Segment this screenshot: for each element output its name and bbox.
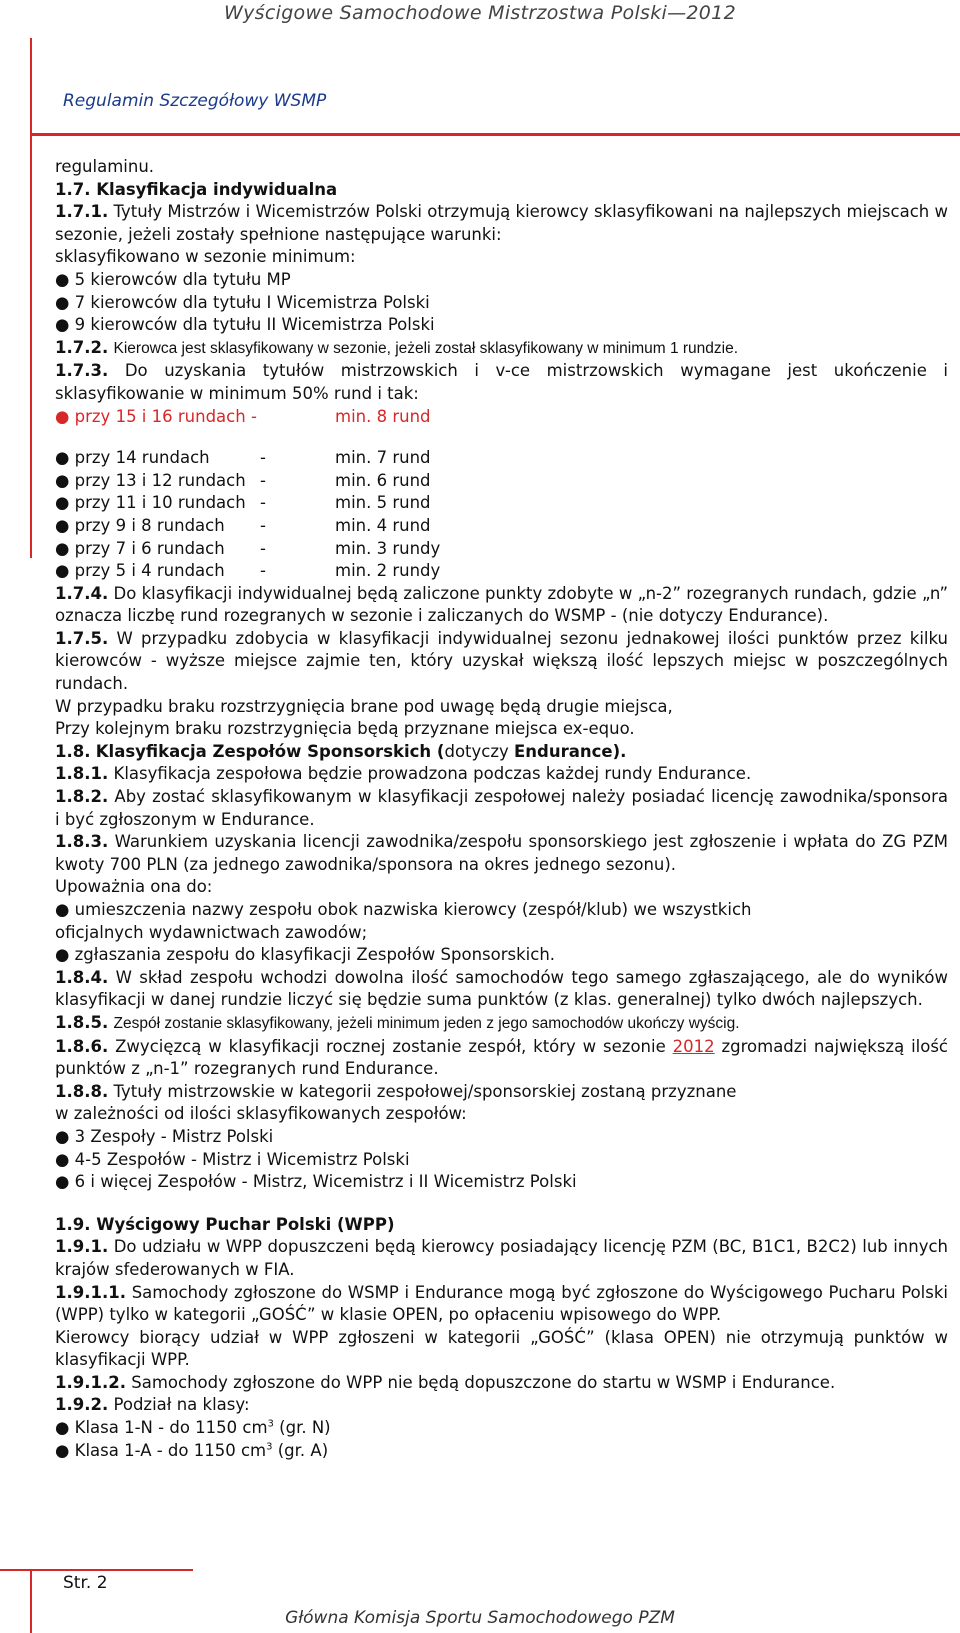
list-item: ● 5 kierowców dla tytułu MP bbox=[55, 269, 291, 289]
paragraph-1-7-4 bbox=[55, 583, 948, 628]
paragraph-text: Aby zostać sklasyfikowanym w klasyfikacji zespołowej należy posiadać licencję zawodnika/sponsora i być zgłoszonym w Endurance. bbox=[55, 787, 948, 829]
list-item: ● 7 kierowców dla tytułu I Wicemistrza Polski bbox=[55, 292, 430, 312]
class-label: ● Klasa 1-A - do 1150 cm bbox=[55, 1440, 267, 1460]
rule-minimum: min. 8 rund bbox=[335, 406, 431, 426]
list-item bbox=[55, 1440, 948, 1463]
class-group: (gr. A) bbox=[272, 1440, 329, 1460]
paragraph-1-7-3 bbox=[55, 360, 948, 405]
paragraph-1-8-1 bbox=[55, 763, 948, 786]
list-item: ● 4-5 Zespołów - Mistrz i Wicemistrz Polski bbox=[55, 1149, 410, 1169]
paragraph: Przy kolejnym braku rozstrzygnięcia będą przyznane miejsca ex-equo. bbox=[55, 719, 635, 739]
list-item: ● zgłaszania zespołu do klasyfikacji Zespołów Sponsorskich. bbox=[55, 945, 556, 965]
rule-dash: - bbox=[260, 538, 266, 558]
section-number: 1.7.1. bbox=[55, 202, 109, 222]
section-heading-1-7 bbox=[55, 179, 948, 202]
paragraph-text: Kierowca jest sklasyfikowany w sezonie, jeżeli został sklasyfikowany w minimum 1 rundzie. bbox=[113, 339, 739, 357]
section-title: Wyścigowy Puchar Polski (WPP) bbox=[96, 1214, 395, 1234]
section-number: 1.7. bbox=[55, 179, 91, 199]
header-vertical-rule bbox=[30, 38, 32, 558]
footer-horizontal-rule bbox=[0, 1569, 193, 1571]
section-heading-1-8 bbox=[55, 741, 948, 764]
section-number: 1.9.1.2. bbox=[55, 1372, 126, 1392]
section-number: 1.8.8. bbox=[55, 1081, 109, 1101]
rule-minimum: min. 3 rundy bbox=[335, 538, 441, 558]
rule-row bbox=[55, 515, 948, 538]
paragraph-text: W skład zespołu wchodzi dowolna ilość samochodów tego samego zgłaszającego, ale do wyników klasyfikacji w danej rundzie liczyć się będzie suma punktów (z klas. generalnej) tylko dwóch najlepszych. bbox=[55, 967, 948, 1010]
class-label: ● Klasa 1-N - do 1150 cm bbox=[55, 1418, 268, 1438]
section-heading-1-9 bbox=[55, 1214, 948, 1237]
rule-rounds: ● przy 7 i 6 rundach bbox=[55, 538, 225, 558]
section-number: 1.9.2. bbox=[55, 1395, 109, 1415]
paragraph-text: Warunkiem uzyskania licencji zawodnika/zespołu sponsorskiego jest zgłoszenie i wpłata do ZG PZM kwoty 700 PLN (za jednego zawodnika/sponsora na okres jednego sezonu). bbox=[55, 832, 949, 874]
section-title-note: dotyczy bbox=[444, 741, 515, 761]
rule-rounds: ● przy 9 i 8 rundach bbox=[55, 515, 225, 535]
rule-minimum: min. 5 rund bbox=[335, 493, 431, 513]
paragraph-1-7-2 bbox=[55, 337, 948, 361]
paragraph-1-7-1 bbox=[55, 201, 948, 246]
rule-rounds: ● przy 13 i 12 rundach bbox=[55, 470, 246, 490]
rule-minimum: min. 4 rund bbox=[335, 515, 431, 535]
paragraph-text: Do uzyskania tytułów mistrzowskich i v-ce mistrzowskich wymagane jest ukończenie i sklasyfikowanie w minimum 50% rund i tak: bbox=[55, 361, 948, 403]
section-title: Klasyfikacja Zespołów Sponsorskich ( bbox=[95, 741, 445, 761]
section-number: 1.8.3. bbox=[55, 832, 109, 852]
spacer bbox=[55, 428, 948, 447]
rule-row-highlighted bbox=[55, 406, 948, 429]
section-number: 1.8.2. bbox=[55, 787, 109, 807]
paragraph-text: Samochody zgłoszone do WSMP i Endurance mogą być zgłoszone do Wyścigowego Pucharu Polski (WPP) tylko w kategorii „GOŚĆ” w klasie OPEN, po opłaceniu wpisowego do WPP. bbox=[55, 1282, 948, 1325]
paragraph-1-8-5 bbox=[55, 1012, 948, 1036]
document-subtitle: Regulamin Szczegółowy WSMP bbox=[63, 91, 327, 111]
rule-rounds: ● przy 11 i 10 rundach bbox=[55, 493, 246, 513]
paragraph-text: Zespół zostanie sklasyfikowany, jeżeli minimum jeden z jego samochodów ukończy wyścig. bbox=[113, 1014, 740, 1032]
list-item: ● 6 i więcej Zespołów - Mistrz, Wicemistrz i II Wicemistrz Polski bbox=[55, 1172, 577, 1192]
paragraph: Upoważnia ona do: bbox=[55, 877, 213, 897]
section-number: 1.8.6. bbox=[55, 1036, 109, 1056]
rule-dash: - bbox=[260, 561, 266, 581]
section-title: Klasyfikacja indywidualna bbox=[96, 179, 338, 199]
section-number: 1.8. bbox=[55, 741, 91, 761]
section-number: 1.8.1. bbox=[55, 764, 109, 784]
paragraph: Kierowcy biorący udział w WPP zgłoszeni w kategorii „GOŚĆ” (klasa OPEN) nie otrzymują punktów w klasyfikacji WPP. bbox=[55, 1327, 948, 1370]
paragraph-1-9-1 bbox=[55, 1236, 948, 1281]
paragraph-text: W przypadku zdobycia w klasyfikacji indywidualnej sezonu jednakowej ilości punktów przez kilku kierowców - wyższe miejsce zajmie ten, który uzyskał większą ilość lepszych miejsc w poszczególnych rundach. bbox=[55, 628, 948, 694]
rule-rounds: ● przy 14 rundach bbox=[55, 448, 210, 468]
paragraph-text: Tytuły mistrzowskie w kategorii zespołowej/sponsorskiej zostaną przyznane bbox=[113, 1081, 737, 1101]
rule-dash: - bbox=[260, 515, 266, 535]
paragraph-text: Tytuły Mistrzów i Wicemistrzów Polski otrzymują kierowcy sklasyfikowani na najlepszych miejscach w sezonie, jeżeli zostały spełnione następujące warunki: bbox=[55, 202, 948, 244]
paragraph-text: Samochody zgłoszone do WPP nie będą dopuszczone do startu w WSMP i Endurance. bbox=[131, 1372, 836, 1392]
paragraph-text: Zwycięzcą w klasyfikacji rocznej zostanie zespół, który w sezonie bbox=[115, 1036, 673, 1056]
paragraph-text: Do klasyfikacji indywidualnej będą zaliczone punkty zdobyte w „n-2” rozegranych rundach, gdzie „n” oznacza liczbę rund rozegranych w sezonie i zaliczanych do WSMP - (nie dotyczy Endurance). bbox=[55, 583, 949, 626]
rule-dash: - bbox=[260, 448, 266, 468]
section-number: 1.7.2. bbox=[55, 337, 109, 357]
rule-dash: - bbox=[260, 470, 266, 490]
superscript: 3 bbox=[267, 1418, 274, 1430]
paragraph-1-8-4 bbox=[55, 967, 948, 1012]
page-body bbox=[55, 156, 948, 1462]
paragraph-text: Do udziału w WPP dopuszczeni będą kierowcy posiadający licencję PZM (BC, B1C1, B2C2) lub innych krajów sfederowanych w FIA. bbox=[55, 1237, 948, 1279]
paragraph-1-9-1-2 bbox=[55, 1372, 948, 1395]
header-horizontal-rule bbox=[30, 133, 960, 136]
rule-rounds: ● przy 5 i 4 rundach bbox=[55, 561, 225, 581]
paragraph-1-8-2 bbox=[55, 786, 948, 831]
paragraph-text: Podział na klasy: bbox=[113, 1395, 250, 1415]
paragraph-1-8-3 bbox=[55, 831, 948, 876]
rule-minimum: min. 6 rund bbox=[335, 470, 431, 490]
paragraph-1-7-5 bbox=[55, 628, 948, 696]
season-year: 2012 bbox=[672, 1036, 715, 1056]
rule-row bbox=[55, 538, 948, 561]
class-group: (gr. N) bbox=[273, 1418, 331, 1438]
section-number: 1.9. bbox=[55, 1214, 91, 1234]
document-header-title: Wyścigowe Samochodowe Mistrzostwa Polski—2012 bbox=[224, 2, 736, 24]
superscript: 3 bbox=[266, 1441, 273, 1453]
paragraph-1-9-2 bbox=[55, 1394, 948, 1417]
rule-minimum: min. 2 rundy bbox=[335, 561, 441, 581]
paragraph: W przypadku braku rozstrzygnięcia brane pod uwagę będą drugie miejsca, bbox=[55, 696, 673, 716]
rule-dash: - bbox=[260, 493, 266, 513]
section-number: 1.7.4. bbox=[55, 583, 109, 603]
document-footer: Główna Komisja Sportu Samochodowego PZM bbox=[285, 1608, 675, 1628]
rule-row bbox=[55, 560, 948, 583]
list-item: ● umieszczenia nazwy zespołu obok nazwiska kierowcy (zespół/klub) we wszystkich oficjalnych wydawnictwach zawodów; bbox=[55, 900, 752, 942]
list-item: ● 3 Zespoły - Mistrz Polski bbox=[55, 1126, 274, 1146]
list-item: ● 9 kierowców dla tytułu II Wicemistrza Polski bbox=[55, 315, 435, 335]
section-number: 1.9.1.1. bbox=[55, 1282, 126, 1302]
section-number: 1.7.5. bbox=[55, 628, 109, 648]
paragraph-1-9-1-1 bbox=[55, 1282, 948, 1327]
paragraph: regulaminu. bbox=[55, 157, 155, 176]
page-number: Str. 2 bbox=[63, 1573, 108, 1593]
paragraph-text: zgromadzi największą ilość punktów z „n-1” rozegranych rund Endurance. bbox=[55, 1036, 949, 1079]
paragraph-1-8-8 bbox=[55, 1081, 948, 1104]
rule-rounds: ● przy 15 i 16 rundach - bbox=[55, 406, 257, 426]
rule-minimum: min. 7 rund bbox=[335, 448, 431, 468]
paragraph-text: Klasyfikacja zespołowa będzie prowadzona podczas każdej rundy Endurance. bbox=[113, 764, 752, 784]
list-item bbox=[55, 1417, 948, 1440]
section-title-end: Endurance). bbox=[514, 741, 627, 761]
paragraph: sklasyfikowano w sezonie minimum: bbox=[55, 247, 356, 267]
spacer bbox=[55, 1194, 948, 1214]
paragraph-1-8-6 bbox=[55, 1036, 948, 1081]
paragraph: w zależności od ilości sklasyfikowanych zespołów: bbox=[55, 1104, 467, 1124]
rule-row bbox=[55, 447, 948, 470]
section-number: 1.7.3. bbox=[55, 361, 109, 381]
rule-row bbox=[55, 492, 948, 515]
section-number: 1.8.4. bbox=[55, 967, 109, 987]
section-number: 1.8.5. bbox=[55, 1012, 109, 1032]
rule-row bbox=[55, 470, 948, 493]
section-number: 1.9.1. bbox=[55, 1237, 109, 1257]
